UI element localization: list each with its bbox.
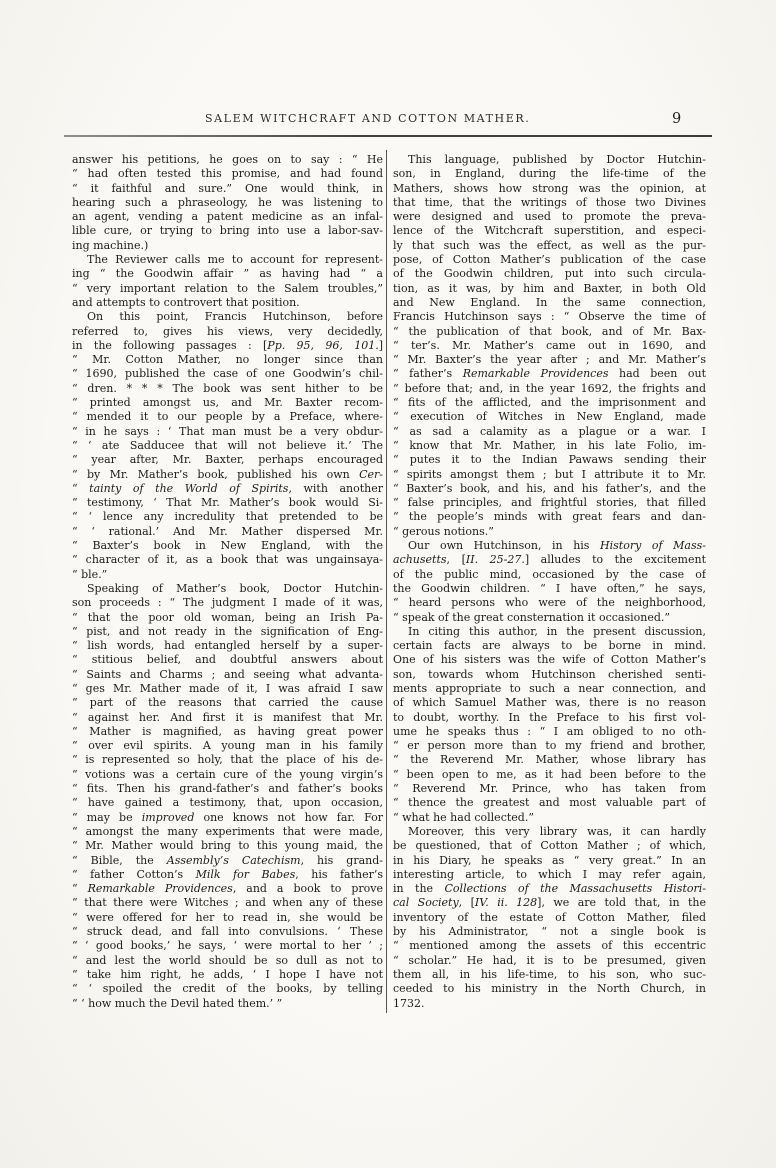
- text-line: [72, 711, 383, 725]
- body-text: “ scholar.” He had, it is to be presumed, given: [393, 953, 706, 967]
- text-line: [393, 553, 706, 567]
- text-line: [72, 425, 383, 439]
- text-line: [393, 182, 706, 196]
- body-text: “ Saints and Charms ; and seeing what advanta-: [72, 667, 383, 681]
- body-text: them all, in his life-time, to his son, who suc-: [393, 967, 706, 981]
- body-text: “ fits. Then his grand-father’s and father’s books: [72, 782, 383, 796]
- body-text: be questioned, that of Cotton Mather ; of which,: [393, 839, 706, 853]
- body-text: that time, that the writings of those two Divines: [393, 195, 706, 209]
- text-line: [393, 296, 706, 310]
- body-text: “ been open to me, as it had been before to the: [393, 767, 706, 781]
- text-line: [72, 353, 383, 367]
- text-line: [393, 482, 706, 496]
- body-text: “ over evil spirits. A young man in his family: [72, 739, 383, 753]
- text-line: [393, 639, 706, 653]
- text-line: [393, 739, 706, 753]
- text-line: [393, 439, 706, 453]
- text-line: [72, 224, 383, 238]
- text-line: [72, 553, 383, 567]
- text-line: [393, 839, 706, 853]
- text-line: [393, 339, 706, 353]
- body-text: one knows not how far. For: [194, 810, 383, 824]
- text-line: [393, 611, 706, 625]
- body-text: ing machine.): [72, 238, 149, 252]
- text-line: [393, 582, 706, 596]
- body-text: by his Administrator, “ not a single book is: [393, 925, 706, 939]
- body-text: , [: [446, 553, 466, 567]
- text-line: [72, 167, 383, 181]
- text-line: [393, 468, 706, 482]
- text-line: [72, 696, 383, 710]
- text-line: [72, 196, 383, 210]
- body-text: “: [72, 882, 88, 896]
- text-line: [72, 339, 383, 353]
- text-line: [393, 453, 706, 467]
- text-line: [72, 611, 383, 625]
- text-line: [393, 396, 706, 410]
- body-text: ly that such was the effect, as well as the pur-: [393, 238, 706, 252]
- text-line: [72, 725, 383, 739]
- italic-text: II. 25-27.: [465, 553, 525, 567]
- body-text: were designed and used to promote the preva-: [393, 210, 706, 224]
- body-text: ]: [378, 338, 383, 352]
- body-text: “ ‘ ate Sadducee that will not believe it.’ The: [72, 438, 383, 452]
- text-line: [393, 868, 706, 882]
- body-text: ], we are told that, in the: [537, 896, 706, 910]
- text-line: [72, 739, 383, 753]
- body-text: “ in he says : ‘ That man must be a very obdur-: [72, 424, 383, 438]
- body-text: an agent, vending a patent medicine as an infal-: [72, 210, 383, 224]
- body-text: pose, of Cotton Mather’s publication of the case: [393, 253, 706, 267]
- body-text: “ ter’s. Mr. Mather’s came out in 1690, and: [393, 338, 706, 352]
- body-text: Moreover, this very library was, it can hardly: [408, 824, 706, 838]
- text-line: [72, 382, 383, 396]
- text-line: [393, 811, 706, 825]
- page-header-title: SALEM WITCHCRAFT AND COTTON MATHER.: [205, 112, 531, 125]
- text-line: [72, 882, 383, 896]
- text-line: [72, 982, 383, 996]
- body-text: “ mentioned among the assets of this eccentric: [393, 939, 706, 953]
- text-line: [393, 510, 706, 524]
- body-text: “ had often tested this promise, and had found: [72, 167, 383, 181]
- text-line: [72, 682, 383, 696]
- text-line: [72, 653, 383, 667]
- body-text: ] alludes to the excitement: [524, 553, 706, 567]
- body-text: “ the Reverend Mr. Mather, whose library has: [393, 753, 706, 767]
- body-text: “ votions was a certain cure of the young virgin’s: [72, 767, 383, 781]
- body-text: “ mended it to our people by a Preface, where-: [72, 410, 383, 424]
- body-text: “ Bible, the: [72, 853, 167, 867]
- body-text: “ against her. And first it is manifest that Mr.: [72, 710, 383, 724]
- body-text: “ and lest the world should be so dull as not to: [72, 953, 383, 967]
- body-text: “ Mr. Cotton Mather, no longer since than: [72, 353, 383, 367]
- text-line: [393, 939, 706, 953]
- text-line: [72, 939, 383, 953]
- body-text: , his father’s: [295, 867, 383, 881]
- text-line: [393, 982, 706, 996]
- page-number: 9: [672, 111, 682, 127]
- body-text: lence of the Witchcraft superstition, and especi-: [393, 224, 706, 238]
- body-text: in the following passages : [: [72, 338, 268, 352]
- text-line: [393, 224, 706, 238]
- body-text: ume he speaks thus : “ I am obliged to no oth-: [393, 724, 706, 738]
- body-text: of the Goodwin children, put into such circula-: [393, 267, 706, 281]
- text-line: [72, 839, 383, 853]
- body-text: in his Diary, he speaks as “ very great.” In an: [393, 853, 706, 867]
- text-line: [72, 625, 383, 639]
- italic-text: Remarkable Providences: [462, 367, 609, 381]
- text-line: [393, 353, 706, 367]
- text-line: [72, 639, 383, 653]
- text-line: [393, 696, 706, 710]
- text-line: [393, 768, 706, 782]
- body-text: ceeded to his ministry in the North Church, in: [393, 982, 706, 996]
- text-line: [393, 625, 706, 639]
- text-line: [393, 682, 706, 696]
- body-text: “ lish words, had entangled herself by a super-: [72, 639, 383, 653]
- text-line: [393, 896, 706, 910]
- body-text: “ ‘ good books,’ he says, ‘ were mortal to her ’ ;: [72, 939, 383, 953]
- body-text: “ testimony, ‘ That Mr. Mather’s book would Si-: [72, 496, 383, 510]
- body-text: On this point, Francis Hutchinson, before: [87, 310, 383, 324]
- body-text: “ the people’s minds with great fears and dan-: [393, 510, 706, 524]
- body-text: tion, as it was, by him and Baxter, in both Old: [393, 281, 706, 295]
- body-text: referred to, gives his views, very decidedly,: [72, 324, 383, 338]
- body-text: “ gerous notions.”: [393, 524, 494, 538]
- text-line: [393, 382, 706, 396]
- body-text: “ very important relation to the Salem troubles,”: [72, 281, 383, 295]
- italic-text: improved: [141, 810, 195, 824]
- text-line: [72, 968, 383, 982]
- text-line: [393, 668, 706, 682]
- body-text: Our own Hutchinson, in his: [408, 539, 601, 553]
- text-line: [72, 310, 383, 324]
- text-line: [393, 911, 706, 925]
- page-body: [72, 153, 706, 1011]
- text-line: [393, 854, 706, 868]
- body-text: “ have gained a testimony, that, upon occasion,: [72, 796, 383, 810]
- body-text: inventory of the estate of Cotton Mather, filed: [393, 910, 706, 924]
- text-line: [393, 725, 706, 739]
- text-line: [72, 796, 383, 810]
- body-text: Mathers, shows how strong was the opinion, at: [393, 181, 706, 195]
- italic-text: Collections of the Massachusetts Histori-: [444, 882, 706, 896]
- text-line: [72, 811, 383, 825]
- body-text: and New England. In the same connection,: [393, 295, 706, 309]
- body-text: Francis Hutchinson says : “ Observe the time of: [393, 310, 706, 324]
- text-line: [72, 782, 383, 796]
- body-text: 1732.: [393, 996, 425, 1010]
- text-line: [72, 396, 383, 410]
- text-line: [72, 468, 383, 482]
- body-text: “ ges Mr. Mather made of it, I was afraid I saw: [72, 681, 383, 695]
- body-text: son, towards whom Hutchinson cherished senti-: [393, 667, 706, 681]
- body-text: “ stitious belief, and doubtful answers about: [72, 653, 383, 667]
- body-text: certain facts are always to be borne in mind.: [393, 639, 706, 653]
- italic-text: Milk for Babes: [195, 867, 296, 881]
- text-line: [393, 496, 706, 510]
- text-line: [72, 539, 383, 553]
- right-column: [393, 153, 706, 1011]
- body-text: “ ‘ how much the Devil hated them.’ ”: [72, 996, 283, 1010]
- italic-text: achusetts: [393, 553, 447, 567]
- body-text: “ character of it, as a book that was ungainsaya-: [72, 553, 383, 567]
- italic-text: History of Mass-: [600, 539, 706, 553]
- italic-text: Assembly’s Catechism: [166, 853, 301, 867]
- text-line: [72, 854, 383, 868]
- body-text: This language, published by Doctor Hutchin-: [408, 153, 706, 166]
- paragraph: [393, 539, 706, 625]
- body-text: The Reviewer calls me to account for represent-: [87, 253, 383, 267]
- text-line: [393, 653, 706, 667]
- text-line: [393, 410, 706, 424]
- body-text: “ 1690, published the case of one Goodwin’s chil-: [72, 367, 383, 381]
- body-text: , and a book to prove: [232, 882, 383, 896]
- text-line: [72, 282, 383, 296]
- text-line: [72, 997, 383, 1011]
- body-text: lible cure, or trying to bring into use a labor-sav-: [72, 224, 383, 238]
- text-line: [72, 510, 383, 524]
- text-line: [72, 896, 383, 910]
- text-line: [72, 568, 383, 582]
- text-line: [72, 410, 383, 424]
- body-text: “ were offered for her to read in, she would be: [72, 910, 383, 924]
- text-line: [72, 453, 383, 467]
- text-line: [393, 425, 706, 439]
- text-line: [72, 267, 383, 281]
- text-line: [72, 325, 383, 339]
- paragraph: [393, 153, 706, 539]
- body-text: “ what he had collected.”: [393, 810, 534, 824]
- body-text: answer his petitions, he goes on to say : “ He: [72, 153, 383, 166]
- italic-text: Remarkable Providences: [87, 882, 233, 896]
- body-text: son proceeds : “ The judgment I made of it was,: [72, 596, 383, 610]
- text-line: [72, 768, 383, 782]
- text-line: [393, 596, 706, 610]
- text-line: [72, 253, 383, 267]
- left-column: [72, 153, 383, 1011]
- body-text: “ that there were Witches ; and when any of these: [72, 896, 383, 910]
- text-line: [393, 253, 706, 267]
- body-text: “: [72, 481, 90, 495]
- text-line: [72, 525, 383, 539]
- body-text: “ Baxter’s book in New England, with the: [72, 539, 383, 553]
- italic-text: Pp. 95, 96, 101.: [267, 338, 379, 352]
- paragraph: [393, 825, 706, 1011]
- body-text: “ ble.”: [72, 567, 108, 581]
- body-text: “ er person more than to my friend and brother,: [393, 739, 706, 753]
- text-line: [72, 496, 383, 510]
- paragraph: [393, 625, 706, 825]
- body-text: “ may be: [72, 810, 142, 824]
- body-text: “ before that; and, in the year 1692, the frights and: [393, 381, 706, 395]
- text-line: [393, 782, 706, 796]
- text-line: [393, 282, 706, 296]
- text-line: [72, 296, 383, 310]
- body-text: “ Mr. Mather would bring to this young maid, the: [72, 839, 383, 853]
- body-text: “ ‘ spoiled the credit of the books, by telling: [72, 982, 383, 996]
- text-line: [72, 868, 383, 882]
- text-line: [393, 325, 706, 339]
- text-line: [72, 153, 383, 167]
- body-text: “ amongst the many experiments that were made,: [72, 824, 383, 838]
- body-text: “ thence the greatest and most valuable part of: [393, 796, 706, 810]
- text-line: [393, 882, 706, 896]
- italic-text: tainty of the World of Spirits: [89, 481, 289, 495]
- body-text: “ ‘ lence any incredulity that pretended to be: [72, 510, 383, 524]
- italic-text: Cer-: [359, 467, 383, 481]
- text-line: [393, 310, 706, 324]
- body-text: , [: [458, 896, 475, 910]
- body-text: “ father’s: [393, 367, 463, 381]
- text-line: [72, 182, 383, 196]
- body-text: “ part of the reasons that carried the cause: [72, 696, 383, 710]
- text-line: [393, 367, 706, 381]
- text-line: [72, 753, 383, 767]
- body-text: “ ‘ rational.’ And Mr. Mather dispersed Mr.: [72, 524, 383, 538]
- text-line: [393, 153, 706, 167]
- body-text: the Goodwin children. “ I have often,” he says,: [393, 581, 706, 595]
- body-text: Speaking of Mather’s book, Doctor Hutchin-: [87, 581, 383, 595]
- body-text: , his grand-: [300, 853, 383, 867]
- body-text: , with another: [288, 481, 383, 495]
- body-text: “ father Cotton’s: [72, 867, 196, 881]
- body-text: “ that the poor old woman, being an Irish Pa-: [72, 610, 383, 624]
- text-line: [72, 582, 383, 596]
- body-text: of which Samuel Mather was, there is no reason: [393, 696, 706, 710]
- text-line: [393, 925, 706, 939]
- body-text: “ year after, Mr. Baxter, perhaps encouraged: [72, 453, 383, 467]
- body-text: “ fits of the afflicted, and the imprisonment and: [393, 396, 706, 410]
- text-line: [393, 711, 706, 725]
- body-text: “ the publication of that book, and of Mr. Bax-: [393, 324, 706, 338]
- body-text: had been out: [608, 367, 706, 381]
- text-line: [393, 997, 706, 1011]
- text-line: [72, 439, 383, 453]
- text-line: [393, 210, 706, 224]
- body-text: “ know that Mr. Mather, in his late Folio, im-: [393, 438, 706, 452]
- body-text: and attempts to controvert that position.: [72, 295, 300, 309]
- body-text: “ printed amongst us, and Mr. Baxter recom-: [72, 396, 383, 410]
- text-line: [393, 539, 706, 553]
- body-text: “ take him right, he adds, ‘ I hope I have not: [72, 967, 383, 981]
- body-text: In citing this author, in the present discussion,: [408, 624, 706, 638]
- body-text: in the: [393, 882, 445, 896]
- text-line: [72, 825, 383, 839]
- body-text: “ by Mr. Mather’s book, published his own: [72, 467, 360, 481]
- text-line: [393, 968, 706, 982]
- paragraph: [72, 253, 383, 310]
- body-text: “ Mr. Baxter’s the year after ; and Mr. Mather’s: [393, 353, 706, 367]
- italic-text: cal Society: [393, 896, 459, 910]
- text-line: [393, 239, 706, 253]
- body-text: “ putes it to the Indian Pawaws sending their: [393, 453, 706, 467]
- text-line: [72, 925, 383, 939]
- italic-text: IV. ii. 128: [474, 896, 538, 910]
- text-line: [72, 482, 383, 496]
- text-line: [393, 954, 706, 968]
- text-line: [393, 167, 706, 181]
- text-line: [72, 239, 383, 253]
- body-text: “ it faithful and sure.” One would think, in: [72, 181, 383, 195]
- text-line: [393, 825, 706, 839]
- body-text: “ is represented so holy, that the place of his de-: [72, 753, 383, 767]
- body-text: hearing such a phraseology, he was listening to: [72, 195, 383, 209]
- text-line: [393, 753, 706, 767]
- text-line: [393, 796, 706, 810]
- body-text: “ speak of the great consternation it occasioned.”: [393, 610, 670, 624]
- text-line: [72, 367, 383, 381]
- body-text: “ struck dead, and fall into convulsions. ‘ These: [72, 925, 383, 939]
- body-text: “ pist, and not ready in the signification of Eng-: [72, 624, 383, 638]
- body-text: “ Reverend Mr. Prince, who has taken from: [393, 782, 706, 796]
- body-text: “ heard persons who were of the neighborhood,: [393, 596, 706, 610]
- body-text: “ as sad a calamity as a plague or a war. I: [393, 424, 706, 438]
- paragraph: [72, 582, 383, 1011]
- body-text: to doubt, worthy. In the Preface to his first vol-: [393, 710, 706, 724]
- body-text: son, in England, during the life-time of the: [393, 167, 706, 181]
- body-text: “ execution of Witches in New England, made: [393, 410, 706, 424]
- text-line: [393, 568, 706, 582]
- body-text: ments appropriate to such a near connection, and: [393, 681, 706, 695]
- body-text: ing “ the Goodwin affair ” as having had “ a: [72, 267, 383, 281]
- body-text: “ false principles, and frightful stories, that filled: [393, 496, 706, 510]
- body-text: of the public mind, occasioned by the case of: [393, 567, 706, 581]
- body-text: “ Mather is magnified, as having great power: [72, 724, 383, 738]
- body-text: “ dren. * * * The book was sent hither to be: [72, 381, 383, 395]
- text-line: [72, 210, 383, 224]
- body-text: One of his sisters was the wife of Cotton Mather’s: [393, 653, 706, 667]
- body-text: “ Baxter’s book, and his, and his father’s, and the: [393, 481, 706, 495]
- text-line: [393, 196, 706, 210]
- text-line: [72, 668, 383, 682]
- header-rule: [64, 135, 712, 137]
- paragraph: [72, 153, 383, 253]
- text-line: [72, 911, 383, 925]
- paragraph: [72, 310, 383, 582]
- body-text: “ spirits amongst them ; but I attribute it to Mr.: [393, 467, 706, 481]
- text-line: [393, 267, 706, 281]
- text-line: [72, 596, 383, 610]
- body-text: interesting article, to which I may refer again,: [393, 867, 706, 881]
- text-line: [72, 954, 383, 968]
- text-line: [393, 525, 706, 539]
